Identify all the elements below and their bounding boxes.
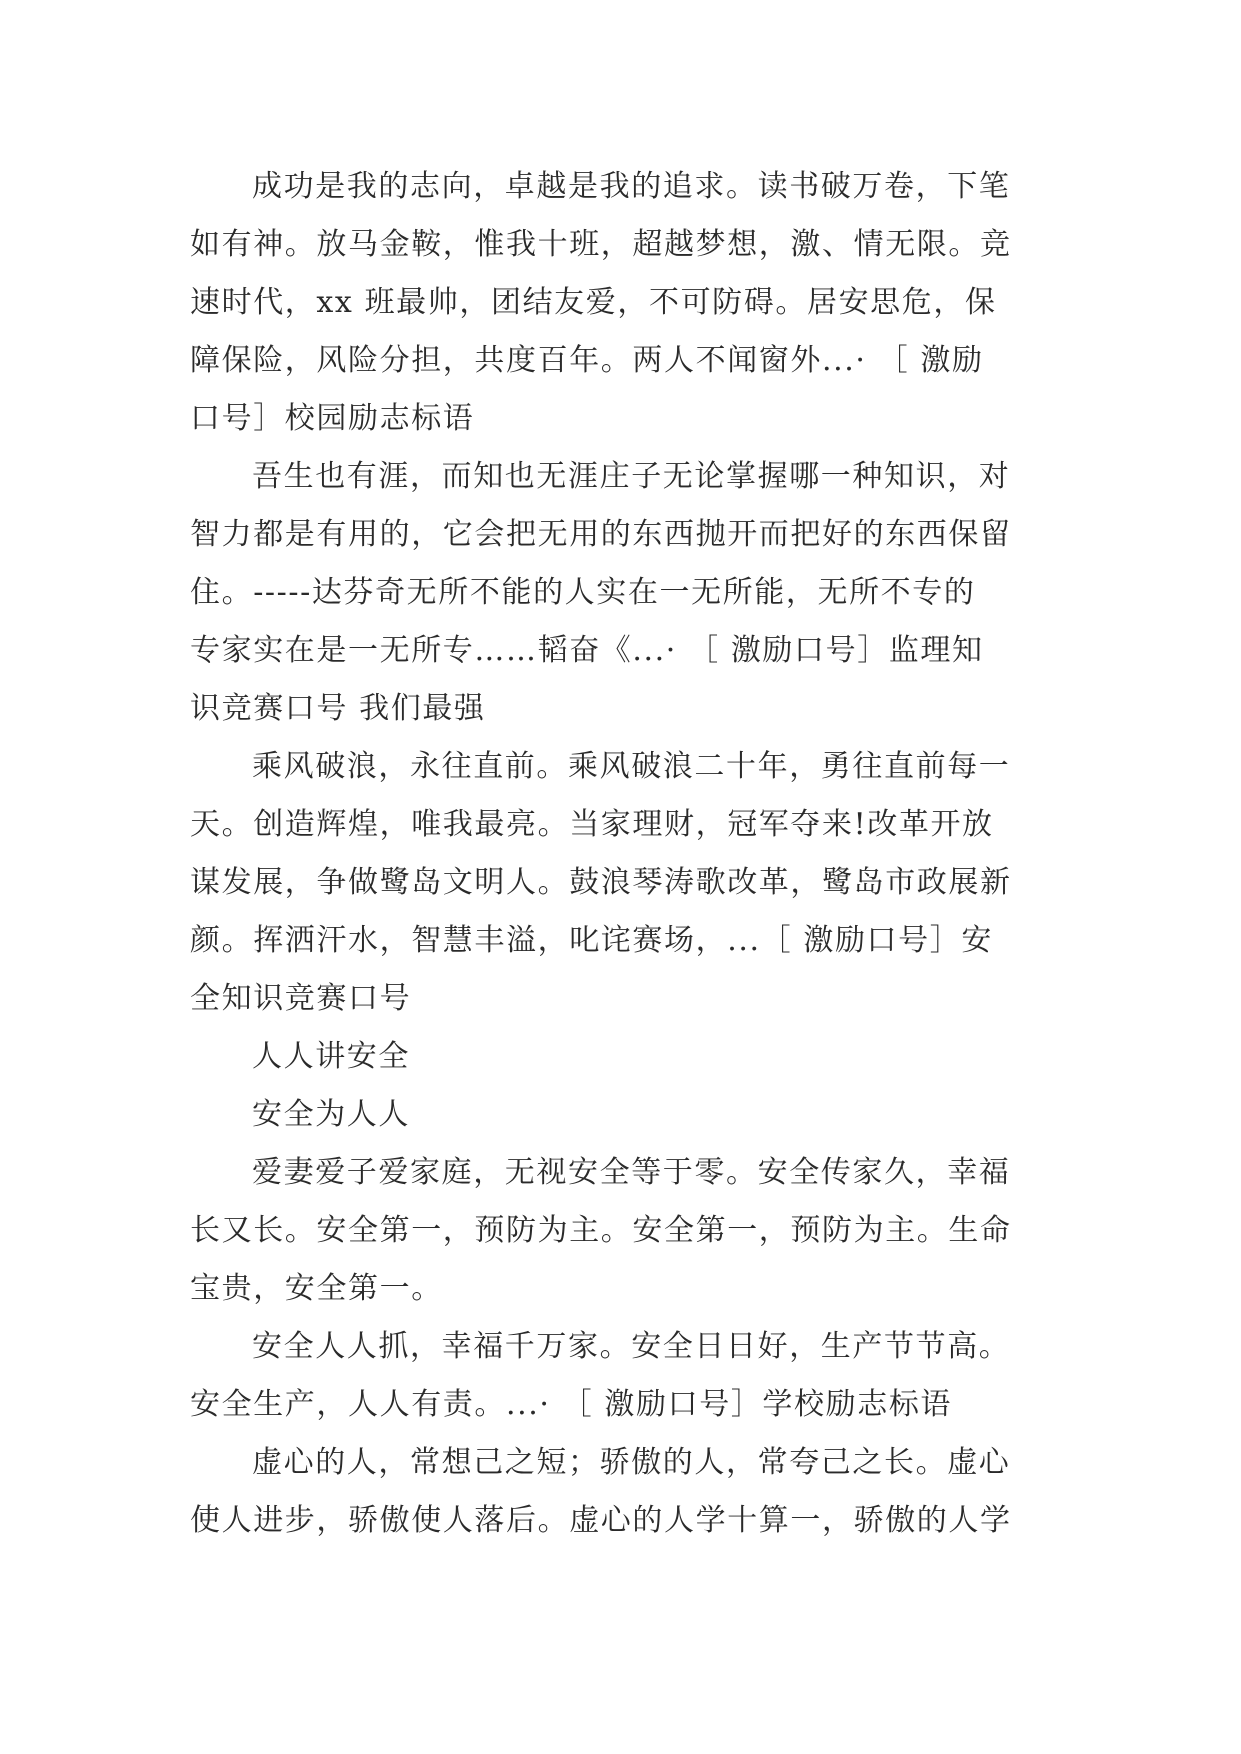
text-line: 住。-----达芬奇无所不能的人实在一无所能，无所不专的 — [190, 575, 976, 610]
document-body — [190, 158, 1070, 1550]
text-line: 智力都是有用的，它会把无用的东西抛开而把好的东西保留 — [190, 517, 1012, 552]
text-line: 速时代，xx 班最帅，团结友爱，不可防碍。居安思危，保 — [190, 285, 997, 320]
text-line: 人人讲安全 — [252, 1039, 410, 1074]
text-line: 爱妻爱子爱家庭，无视安全等于零。安全传家久，幸福 — [252, 1155, 1011, 1190]
text-line: 安全生产，人人有责。...· ［ 激励口号］学校励志标语 — [190, 1387, 953, 1422]
text-line: 虚心的人，常想己之短；骄傲的人，常夸己之长。虚心 — [252, 1445, 1011, 1480]
text-line: 全知识竞赛口号 — [190, 981, 412, 1016]
text-line: 宝贵，安全第一。 — [190, 1271, 443, 1306]
text-line: 乘风破浪，永往直前。乘风破浪二十年，勇往直前每一 — [252, 749, 1011, 784]
text-line: 障保险，风险分担，共度百年。两人不闻窗外...· ［ 激励 — [190, 343, 984, 378]
text-line: 识竞赛口号 我们最强 — [190, 691, 486, 726]
text-line: 安全为人人 — [252, 1097, 410, 1132]
paragraph-safety-family — [190, 1144, 1070, 1318]
text-line: 吾生也有涯，而知也无涯庄子无论掌握哪一种知识，对 — [252, 459, 1011, 494]
paragraph-safety-production — [190, 1318, 1070, 1434]
text-line: 专家实在是一无所专……韬奋《...· ［ 激励口号］监理知 — [190, 633, 984, 668]
paragraph-quote-knowledge — [190, 448, 1070, 738]
paragraph-safety-slogan-1 — [190, 1028, 1070, 1086]
text-line: 安全人人抓，幸福千万家。安全日日好，生产节节高。 — [252, 1329, 1011, 1364]
text-line: 口号］校园励志标语 — [190, 401, 475, 436]
paragraph-motto-waves — [190, 738, 1070, 1028]
text-line: 天。创造辉煌，唯我最亮。当家理财，冠军夺来!改革开放 — [190, 807, 994, 842]
paragraph-safety-slogan-2 — [190, 1086, 1070, 1144]
text-line: 颜。挥洒汗水，智慧丰溢，叱诧赛场，...［ 激励口号］安 — [190, 923, 993, 958]
paragraph-modesty — [190, 1434, 1070, 1550]
text-line: 谋发展，争做鹭岛文明人。鼓浪琴涛歌改革，鹭岛市政展新 — [190, 865, 1012, 900]
text-line: 使人进步，骄傲使人落后。虚心的人学十算一，骄傲的人学 — [190, 1503, 1012, 1538]
text-line: 如有神。放马金鞍，惟我十班，超越梦想，激、情无限。竞 — [190, 227, 1012, 262]
text-line: 成功是我的志向，卓越是我的追求。读书破万卷，下笔 — [252, 169, 1011, 204]
paragraph-motto-class — [190, 158, 1070, 448]
text-line: 长又长。安全第一，预防为主。安全第一，预防为主。生命 — [190, 1213, 1012, 1248]
